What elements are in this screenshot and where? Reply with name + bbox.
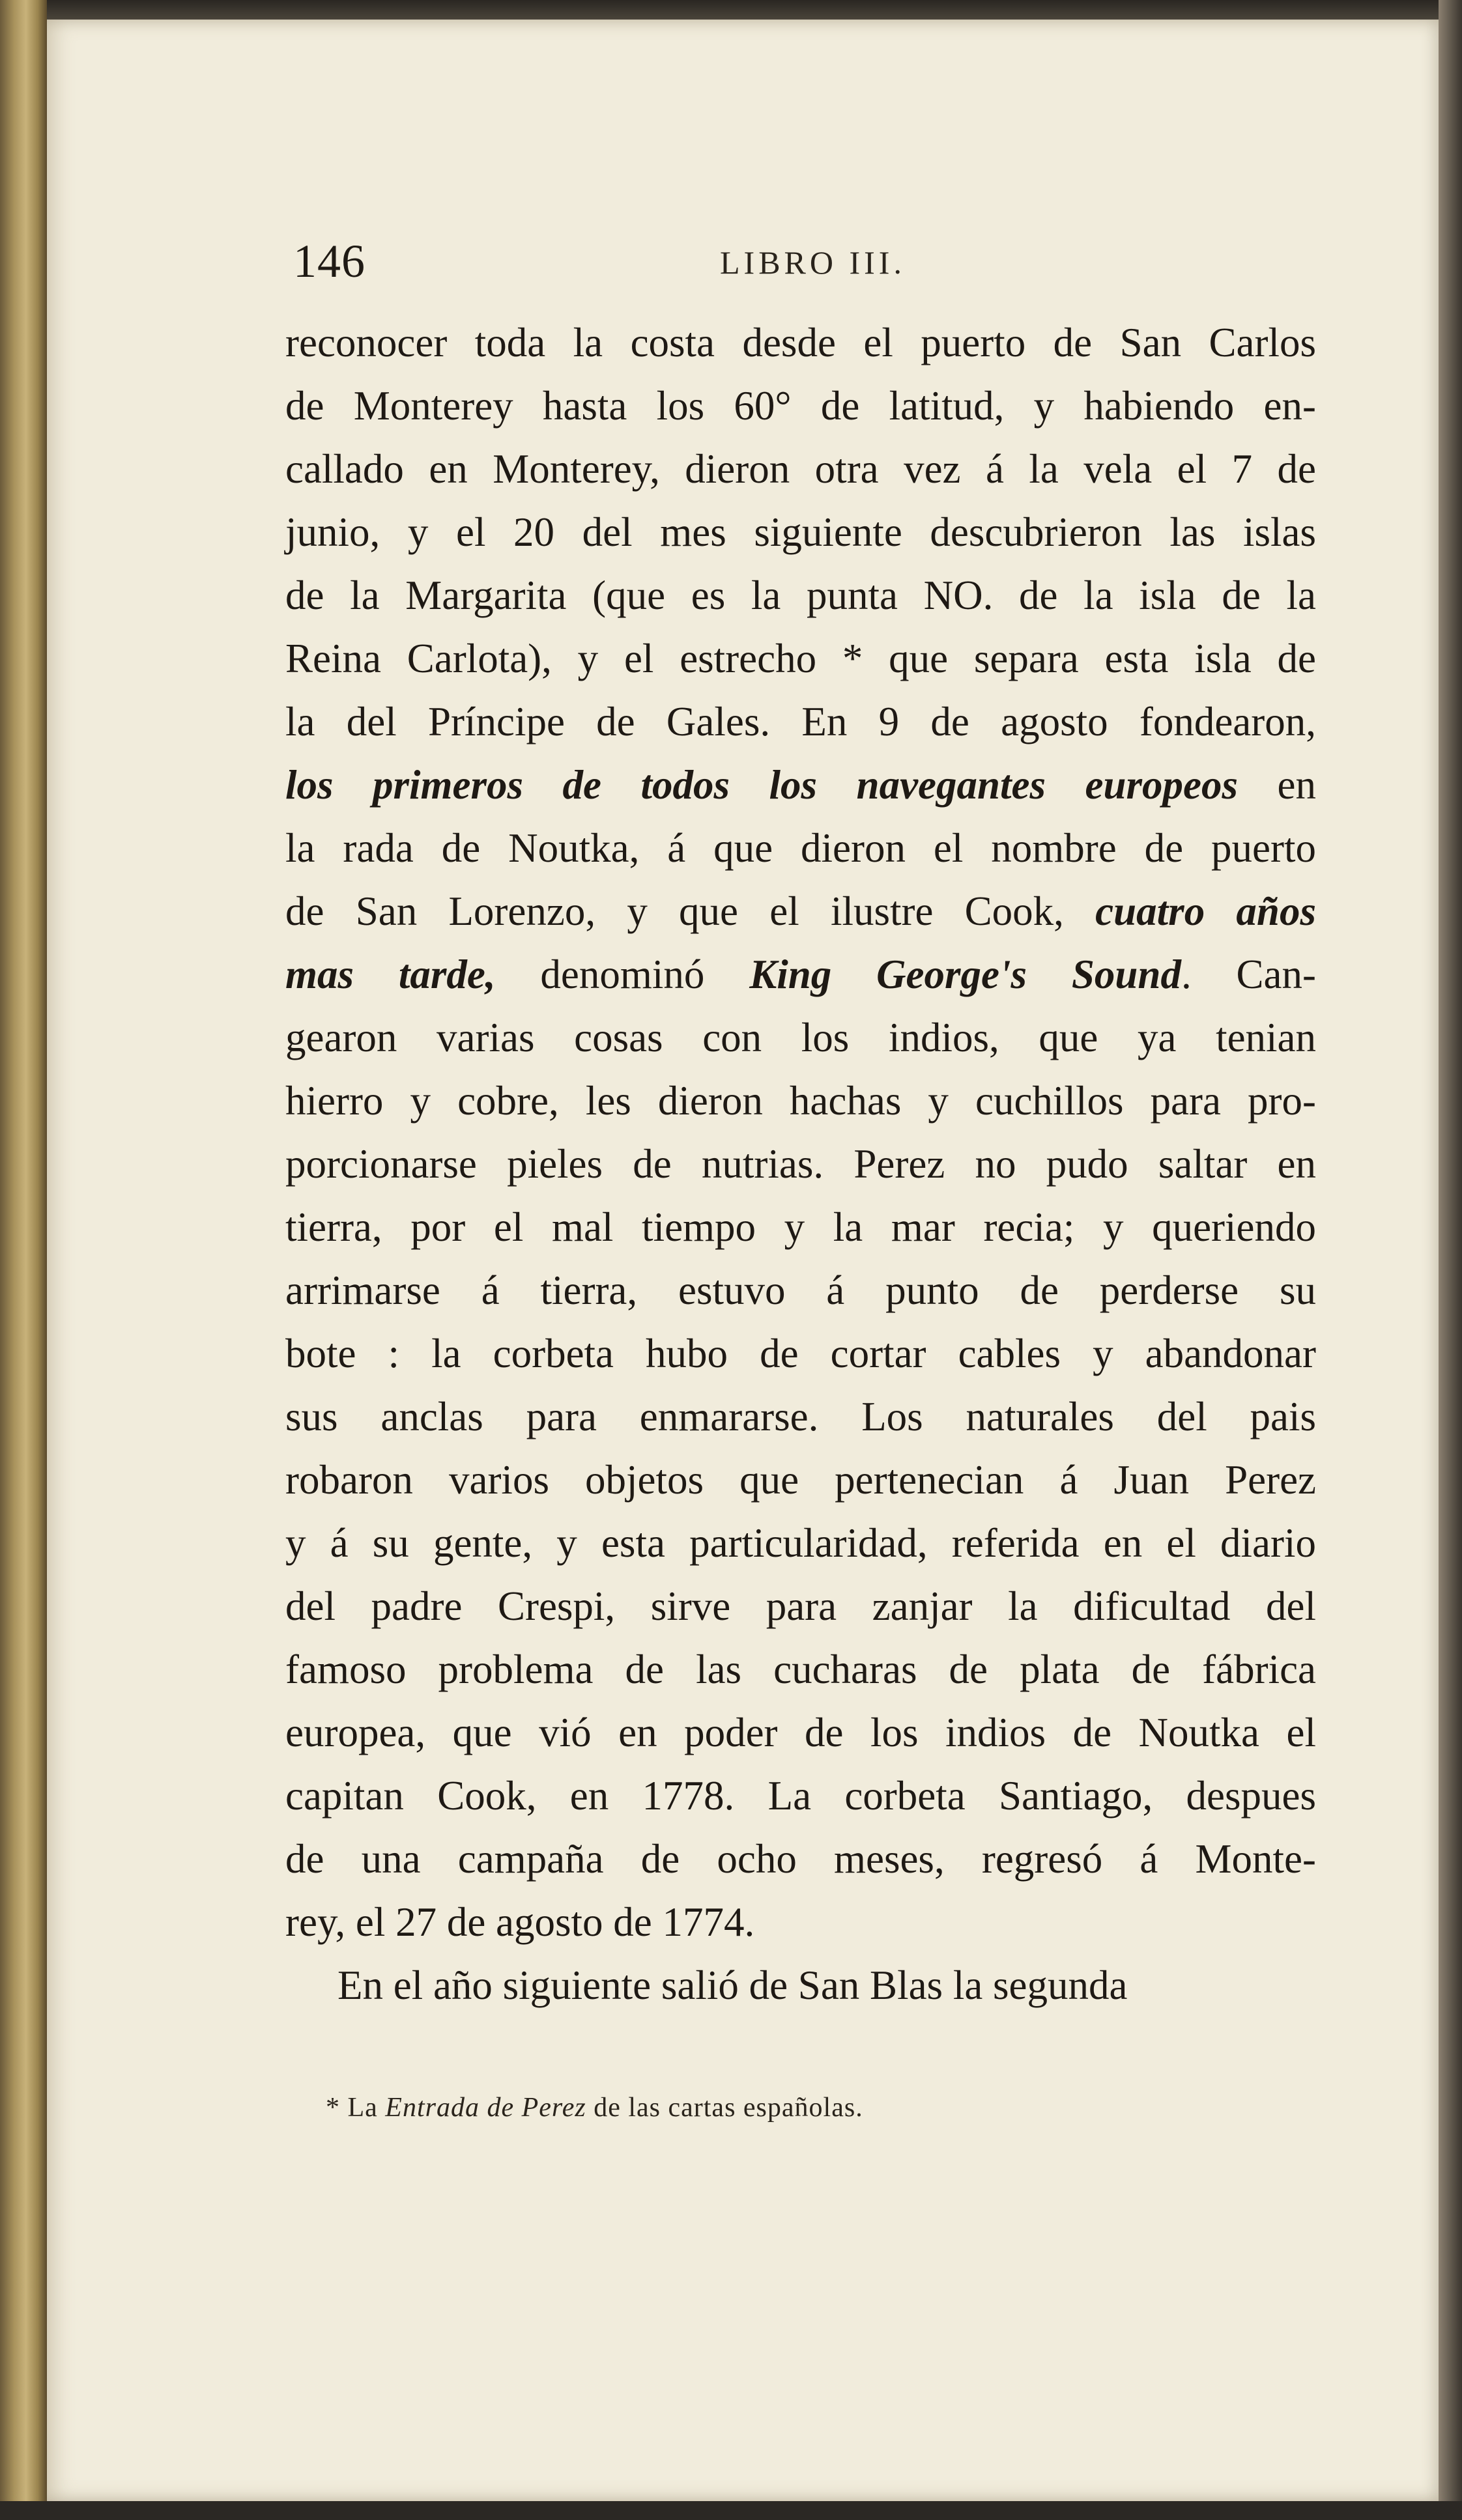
text-line [285,1638,1316,1701]
text-run: capitan Cook, en 1778. La corbeta Santiago, despues [285,1773,1316,1819]
text-line [285,880,1316,943]
book-right-edge [1439,0,1462,2520]
emphasis-run: King George's Sound [749,952,1181,997]
text-run: rey, el 27 de agosto de 1774. [285,1899,755,1945]
text-line [285,627,1316,690]
text-line [285,375,1316,438]
text-line [285,1828,1316,1891]
book-binding [0,0,47,2520]
text-line [285,1701,1316,1764]
text-run: de Monterey hasta los 60° de latitud, y habiendo en- [285,383,1316,429]
text-run: la rada de Noutka, á que dieron el nombre de puerto [285,825,1316,871]
text-line [285,1891,1316,1954]
text-line [285,1575,1316,1638]
text-line [285,564,1316,627]
text-run: tierra, por el mal tiempo y la mar recia; y queriendo [285,1204,1316,1250]
text-line [285,690,1316,754]
text-line [285,1259,1316,1322]
body-text [285,311,1316,2017]
text-run: famoso problema de las cucharas de plata de fábrica [285,1647,1316,1692]
text-run: En el año siguiente salió de San Blas la segunda [337,1962,1128,2008]
text-line [285,438,1316,501]
text-run: de la Margarita (que es la punta NO. de la isla de la [285,573,1316,618]
text-line [285,1954,1316,2017]
footnote [326,2092,863,2123]
text-run: de San Lorenzo, y que el ilustre Cook, [285,888,1096,934]
emphasis-run: cuatro años [1095,888,1316,934]
text-line [285,1006,1316,1069]
page-header [293,234,1323,287]
text-run: sus anclas para enmararse. Los naturales del pais [285,1394,1316,1439]
text-run: reconocer toda la costa desde el puerto de San Carlos [285,320,1316,365]
text-line [285,1764,1316,1828]
footnote-emphasis: Entrada de Perez [385,2093,586,2123]
text-run: . Can- [1181,952,1316,997]
text-line [285,817,1316,880]
text-line [285,1196,1316,1259]
text-run: Reina Carlota), y el estrecho * que separa esta isla de [285,636,1316,681]
text-run: robaron varios objetos que pertenecian á Juan Perez [285,1457,1316,1503]
text-line [285,1512,1316,1575]
emphasis-run: mas tarde, [285,952,541,997]
text-line [285,501,1316,564]
text-run: junio, y el 20 del mes siguiente descubrieron las islas [285,509,1316,555]
text-run: bote : la corbeta hubo de cortar cables y abandonar [285,1331,1316,1376]
text-run: gearon varias cosas con los indios, que ya tenian [285,1015,1316,1060]
text-line [285,1322,1316,1385]
text-run: la del Príncipe de Gales. En 9 de agosto fondearon, [285,699,1316,744]
text-run: denominó [540,952,750,997]
text-run: de una campaña de ocho meses, regresó á Monte- [285,1836,1316,1882]
text-run: europea, que vió en poder de los indios de Noutka el [285,1710,1316,1755]
text-line [285,754,1316,817]
text-run: hierro y cobre, les dieron hachas y cuchillos para pro- [285,1078,1316,1124]
text-line [285,943,1316,1006]
text-line [285,1133,1316,1196]
footnote-text: de las cartas españolas. [586,2093,863,2123]
text-run: en [1238,762,1316,808]
text-line [285,1385,1316,1449]
page-number: 146 [293,235,366,287]
text-run: y á su gente, y esta particularidad, referida en el diario [285,1520,1316,1566]
text-run: callado en Monterey, dieron otra vez á la vela el 7 de [285,446,1316,492]
text-run: porcionarse pieles de nutrias. Perez no pudo saltar en [285,1141,1316,1187]
emphasis-run: los primeros de todos los navegantes europeos [285,762,1239,808]
footnote-text: * La [326,2093,386,2123]
text-run: del padre Crespi, sirve para zanjar la dificultad del [285,1583,1316,1629]
text-line [285,311,1316,375]
book-top-edge [0,0,1462,20]
running-head: LIBRO III. [720,244,906,281]
text-line [285,1449,1316,1512]
book-bottom-edge [0,2501,1462,2520]
text-line [285,1069,1316,1133]
text-run: arrimarse á tierra, estuvo á punto de perderse su [285,1267,1316,1313]
